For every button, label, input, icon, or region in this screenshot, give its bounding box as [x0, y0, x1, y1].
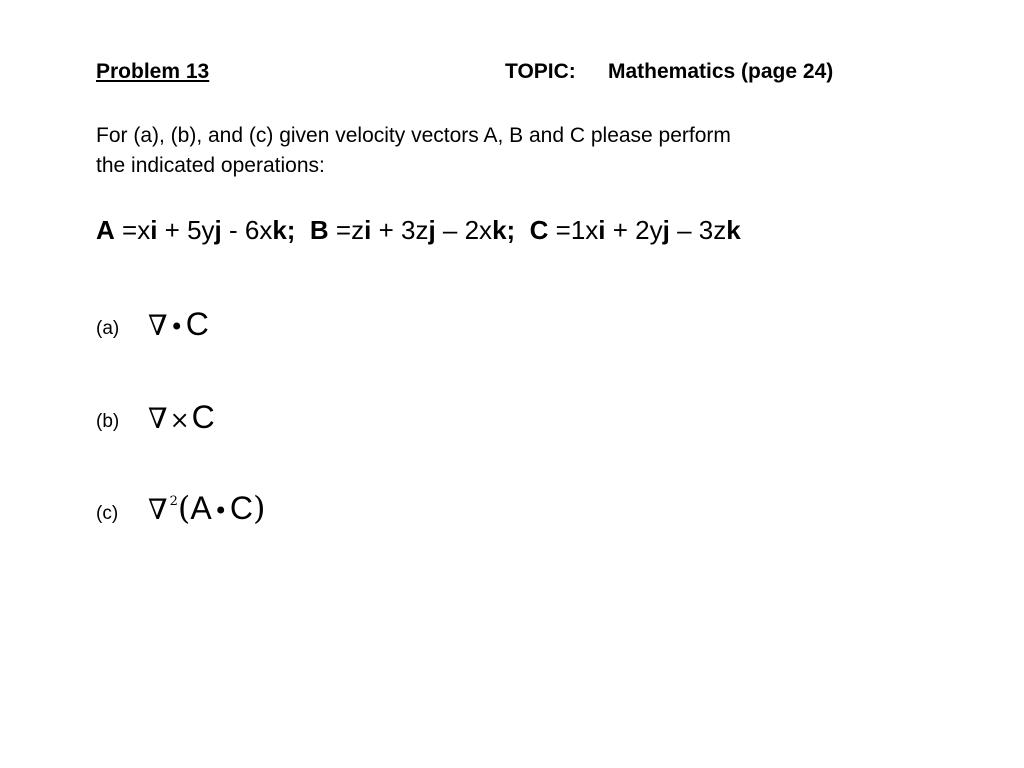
problem-title: Problem 13	[96, 60, 210, 83]
topic-value: Mathematics (page 24)	[608, 60, 834, 83]
part-c-label: (c)	[96, 503, 119, 524]
part-a-expression	[148, 306, 209, 343]
topic-label: TOPIC:	[505, 60, 576, 83]
vector-c-term-2: + 2y	[605, 215, 663, 245]
vector-a-term-2: + 5y	[157, 215, 215, 245]
vector-c-unit-j: j	[662, 215, 670, 245]
instructions	[96, 121, 816, 181]
dot-operator: •	[213, 497, 228, 525]
vector-b-unit-i: i	[364, 215, 372, 245]
laplacian-power: 2	[169, 494, 178, 509]
vector-a-name: A	[96, 215, 115, 245]
vector-b-term-3: – 2x	[435, 215, 493, 245]
cross-operator: ×	[169, 406, 190, 434]
vector-b-term-2: + 3z	[371, 215, 429, 245]
vector-b-term-1: =z	[328, 215, 365, 245]
vector-c-term-1: =1x	[548, 215, 599, 245]
vector-c-name: C	[529, 215, 549, 245]
close-paren: )	[252, 489, 266, 527]
part-c-expression	[148, 489, 265, 527]
instructions-line-1: For (a), (b), and (c) given velocity vectors A, B and C please perform	[96, 124, 731, 147]
vector-c-unit-k: k	[726, 215, 741, 245]
nabla-symbol: ∇	[148, 493, 168, 526]
instructions-line-2: the indicated operations:	[96, 154, 325, 177]
nabla-symbol: ∇	[148, 402, 168, 435]
operand-c: C	[229, 490, 253, 526]
operand-a: A	[190, 490, 212, 526]
vector-definitions	[96, 215, 741, 246]
vector-a-unit-k: k;	[272, 215, 296, 245]
vector-a-term-1: =x	[114, 215, 151, 245]
nabla-symbol: ∇	[148, 309, 168, 342]
operand-c: C	[185, 306, 209, 342]
vector-a-unit-i: i	[150, 215, 158, 245]
vector-c-unit-i: i	[598, 215, 606, 245]
vector-b-unit-j: j	[428, 215, 436, 245]
dot-operator: •	[169, 313, 184, 341]
vector-a-unit-j: j	[214, 215, 222, 245]
operand-c: C	[191, 399, 215, 435]
open-paren: (	[177, 489, 191, 527]
part-b-expression	[148, 399, 215, 436]
vector-c-term-3: – 3z	[669, 215, 727, 245]
vector-b-name: B	[309, 215, 329, 245]
part-a-label: (a)	[96, 318, 120, 339]
vector-b-unit-k: k;	[492, 215, 516, 245]
vector-a-term-3: - 6x	[221, 215, 273, 245]
part-b-label: (b)	[96, 411, 120, 432]
